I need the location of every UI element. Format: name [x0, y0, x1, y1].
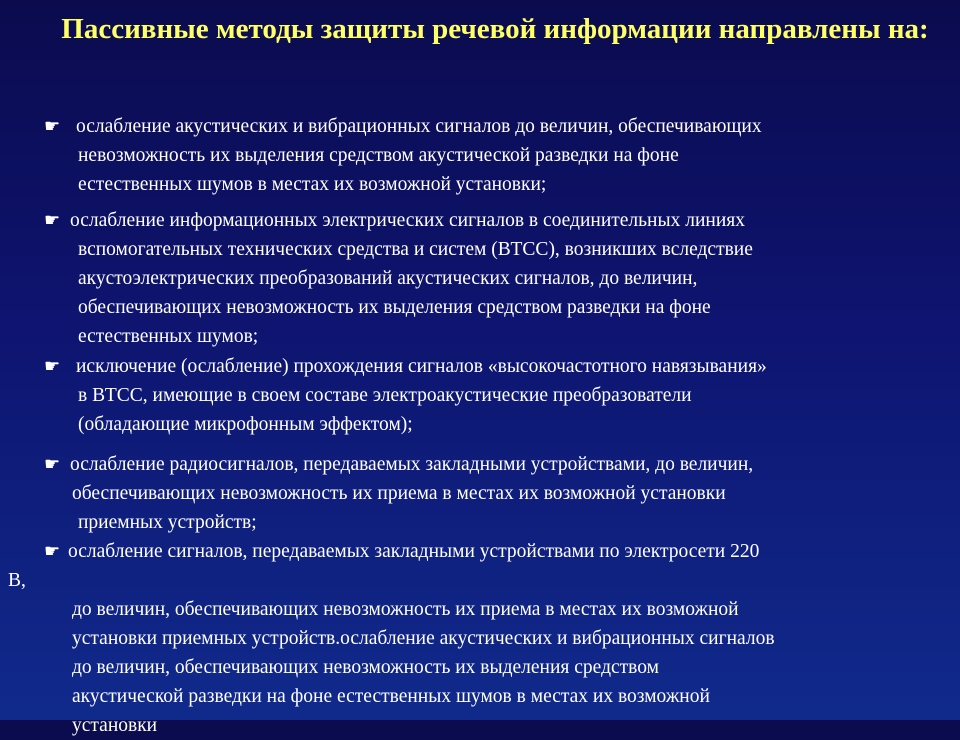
bullet-line: (обладающие микрофонным эффектом);: [78, 414, 413, 435]
bullet-item: [0, 537, 960, 740]
bullet-line: естественных шумов;: [78, 326, 259, 347]
bullet-line: акустоэлектрических преобразований акустических сигналов, до величин,: [78, 268, 698, 289]
bullet-item: [0, 112, 960, 199]
pointing-hand-icon: ☛: [44, 210, 61, 231]
bullet-line: ослабление радиосигналов, передаваемых закладными устройствами, до величин,: [70, 454, 754, 475]
bullet-line: приемных устройств;: [78, 512, 257, 533]
bullet-line: естественных шумов в местах их возможной установки;: [78, 174, 547, 195]
bullet-item: [0, 450, 960, 537]
bullet-line: до величин, обеспечивающих невозможность их приема в местах их возможной: [72, 599, 739, 620]
bullet-item: [0, 352, 960, 439]
bullet-line: вспомогательных технических средства и систем (ВТСС), возникших вследствие: [78, 239, 753, 260]
bullet-list: [0, 112, 960, 740]
slide-title: Пассивные методы защиты речевой информации направлены на:: [61, 13, 929, 45]
pointing-hand-icon: ☛: [44, 541, 61, 562]
bullet-line: в ВТСС, имеющие в своем составе электроакустические преобразователи: [78, 385, 692, 406]
bullet-line: до величин, обеспечивающих невозможность их выделения средством: [72, 657, 659, 678]
bullet-line: установки: [72, 715, 158, 736]
pointing-hand-icon: ☛: [44, 356, 61, 377]
bullet-line: исключение (ослабление) прохождения сигналов «высокочастотного навязывания»: [76, 356, 767, 377]
bullet-line: ослабление информационных электрических сигналов в соединительных линиях: [70, 210, 745, 231]
bullet-item: [0, 206, 960, 351]
bullet-line: невозможность их выделения средством акустической разведки на фоне: [78, 145, 679, 166]
bullet-line: ослабление акустических и вибрационных сигналов до величин, обеспечивающих: [76, 116, 762, 137]
bullet-line: обеспечивающих невозможность их выделения средством разведки на фоне: [78, 297, 711, 318]
bullet-line: В,: [8, 570, 26, 591]
pointing-hand-icon: ☛: [44, 116, 61, 137]
pointing-hand-icon: ☛: [44, 454, 61, 475]
bullet-line: обеспечивающих невозможность их приема в местах их возможной установки: [72, 483, 726, 504]
bullet-line: установки приемных устройств.ослабление акустических и вибрационных сигналов: [72, 628, 775, 649]
bullet-line: акустической разведки на фоне естественных шумов в местах их возможной: [72, 686, 710, 707]
bullet-line: ослабление сигналов, передаваемых закладными устройствами по электросети 220: [68, 541, 760, 562]
